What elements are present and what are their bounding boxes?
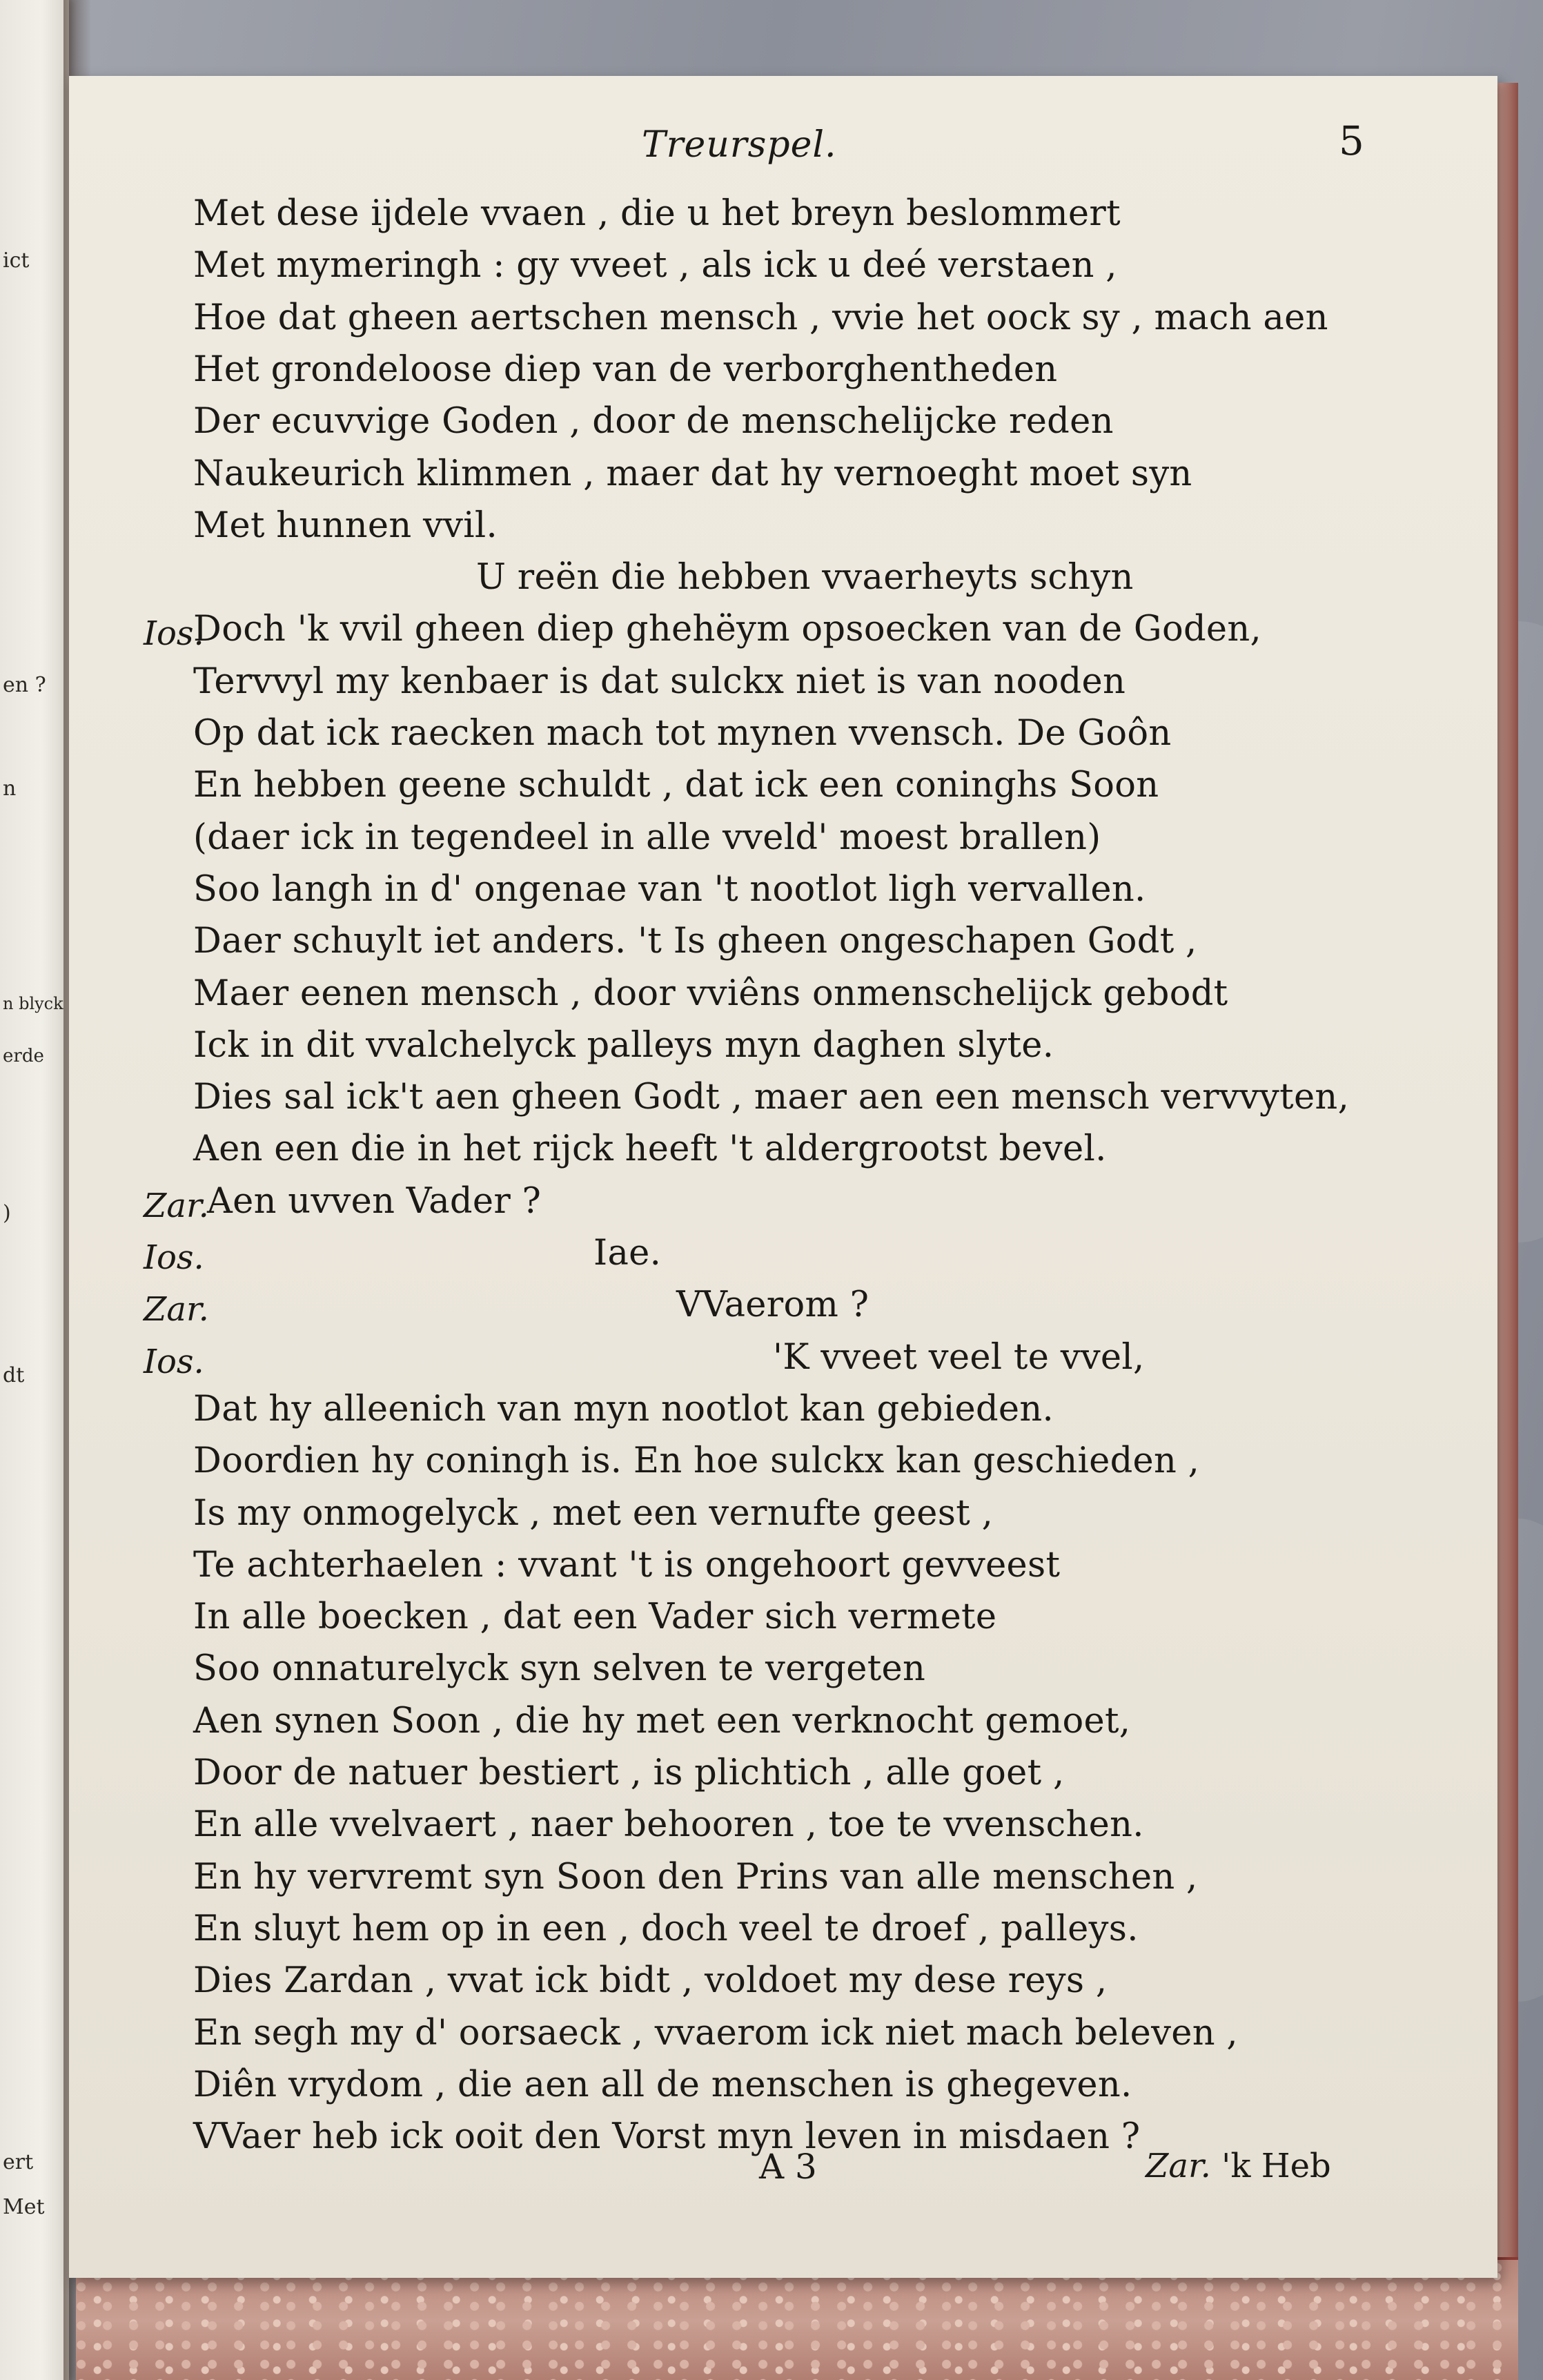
verse-line: Dat hy alleenich van myn nootlot kan gebieden.: [193, 1388, 1054, 1430]
speaker-label: Ios.: [144, 1238, 204, 1277]
facing-page-fragment: n: [3, 777, 17, 801]
signature-mark: A 3: [759, 2147, 817, 2187]
verse-line: Dies sal ick't aen gheen Godt , maer aen een mensch vervvyten,: [193, 1077, 1350, 1118]
verse-line: Doordien hy coningh is. En hoe sulckx kan geschieden ,: [193, 1441, 1200, 1482]
verse-line: In alle boecken , dat een Vader sich vermete: [193, 1597, 997, 1638]
verse-line: Is my onmogelyck , met een vernufte geest ,: [193, 1492, 994, 1534]
facing-page-fragment: ert: [3, 2150, 34, 2174]
facing-page-fragment: erde: [3, 1046, 44, 1066]
page-number: 5: [1339, 117, 1364, 164]
speaker-label: Ios.: [144, 614, 204, 654]
verse-line: Met mymeringh : gy vveet , als ick u deé verstaen ,: [193, 245, 1117, 286]
verse-line: En alle vvelvaert , naer behooren , toe te vvenschen.: [193, 1804, 1144, 1846]
running-head: Treurspel.: [642, 124, 837, 166]
verse-line: En segh my d' oorsaeck , vvaerom ick niet mach beleven ,: [193, 2012, 1238, 2054]
facing-page-fragment: Met: [3, 2195, 45, 2219]
verse-line: Tervvyl my kenbaer is dat sulckx niet is van nooden: [193, 661, 1126, 702]
verse-line: Diên vrydom , die aen all de menschen is ghegeven.: [193, 2064, 1132, 2105]
verse-text: [69, 76, 1497, 2278]
catchword-speaker: Zar.: [1146, 2147, 1211, 2185]
catchword: [1146, 2147, 1331, 2185]
verse-line: Maer eenen mensch , door vviêns onmenschelijck gebodt: [193, 973, 1228, 1014]
verse-line: Naukeurich klimmen , maer dat hy vernoeght moet syn: [193, 453, 1192, 494]
verse-line: Met hunnen vvil.: [193, 505, 498, 546]
verse-line: Aen een die in het rijck heeft 't aldergrootst bevel.: [193, 1129, 1107, 1170]
speaker-label: Ios.: [144, 1342, 204, 1381]
facing-page-left: [0, 0, 69, 2380]
facing-page-fragment: n blyck: [3, 994, 63, 1013]
verse-line: Op dat ick raecken mach tot mynen vvensch. De Goôn: [193, 713, 1172, 754]
verse-line: Soo langh in d' ongenae van 't nootlot ligh vervallen.: [193, 868, 1146, 910]
facing-page-fragment: en ?: [3, 673, 46, 697]
verse-line: Der ecuvvige Goden , door de menschelijcke reden: [193, 401, 1114, 442]
verse-line: 'K vveet veel te vvel,: [773, 1336, 1145, 1378]
verse-line: Aen synen Soon , die hy met een verknocht gemoet,: [193, 1700, 1131, 1742]
speaker-label: Zar.: [144, 1186, 209, 1225]
verse-line: Iae.: [593, 1233, 662, 1274]
speaker-label: Zar.: [144, 1290, 209, 1329]
facing-page-fragment: ): [3, 1201, 11, 1225]
verse-line: Het grondeloose diep van de verborghentheden: [193, 349, 1058, 390]
verse-line: VVaerom ?: [676, 1285, 869, 1326]
verse-line: VVaer heb ick ooit den Vorst myn leven in misdaen ?: [193, 2116, 1141, 2158]
verse-line: Daer schuylt iet anders. 't Is gheen ongeschapen Godt ,: [193, 921, 1197, 962]
verse-line: (daer ick in tegendeel in alle vveld' moest brallen): [193, 817, 1101, 858]
verse-line: Soo onnaturelyck syn selven te vergeten: [193, 1648, 926, 1690]
book-page: [69, 76, 1497, 2278]
facing-page-fragment: ict: [3, 248, 30, 273]
verse-line: Ick in dit vvalchelyck palleys myn daghen slyte.: [193, 1024, 1054, 1066]
catchword-text: 'k Heb: [1221, 2147, 1331, 2185]
verse-line: Dies Zardan , vvat ick bidt , voldoet my dese reys ,: [193, 1960, 1108, 2002]
verse-line: En sluyt hem op in een , doch veel te droef , palleys.: [193, 1908, 1139, 1949]
facing-page-fragment: dt: [3, 1363, 25, 1387]
verse-line: Aen uvven Vader ?: [207, 1180, 542, 1222]
verse-line: En hebben geene schuldt , dat ick een coninghs Soon: [193, 765, 1159, 806]
verse-line: Doch 'k vvil gheen diep ghehëym opsoecken van de Goden,: [193, 609, 1262, 650]
verse-line: Te achterhaelen : vvant 't is ongehoort gevveest: [193, 1544, 1061, 1586]
verse-line: U reën die hebben vvaerheyts schyn: [476, 557, 1134, 598]
verse-line: Door de natuer bestiert , is plichtich , alle goet ,: [193, 1753, 1065, 1793]
verse-line: En hy vervremt syn Soon den Prins van alle menschen ,: [193, 1856, 1198, 1898]
verse-line: Hoe dat gheen aertschen mensch , vvie het oock sy , mach aen: [193, 297, 1328, 338]
verse-line: Met dese ijdele vvaen , die u het breyn beslommert: [193, 193, 1121, 234]
